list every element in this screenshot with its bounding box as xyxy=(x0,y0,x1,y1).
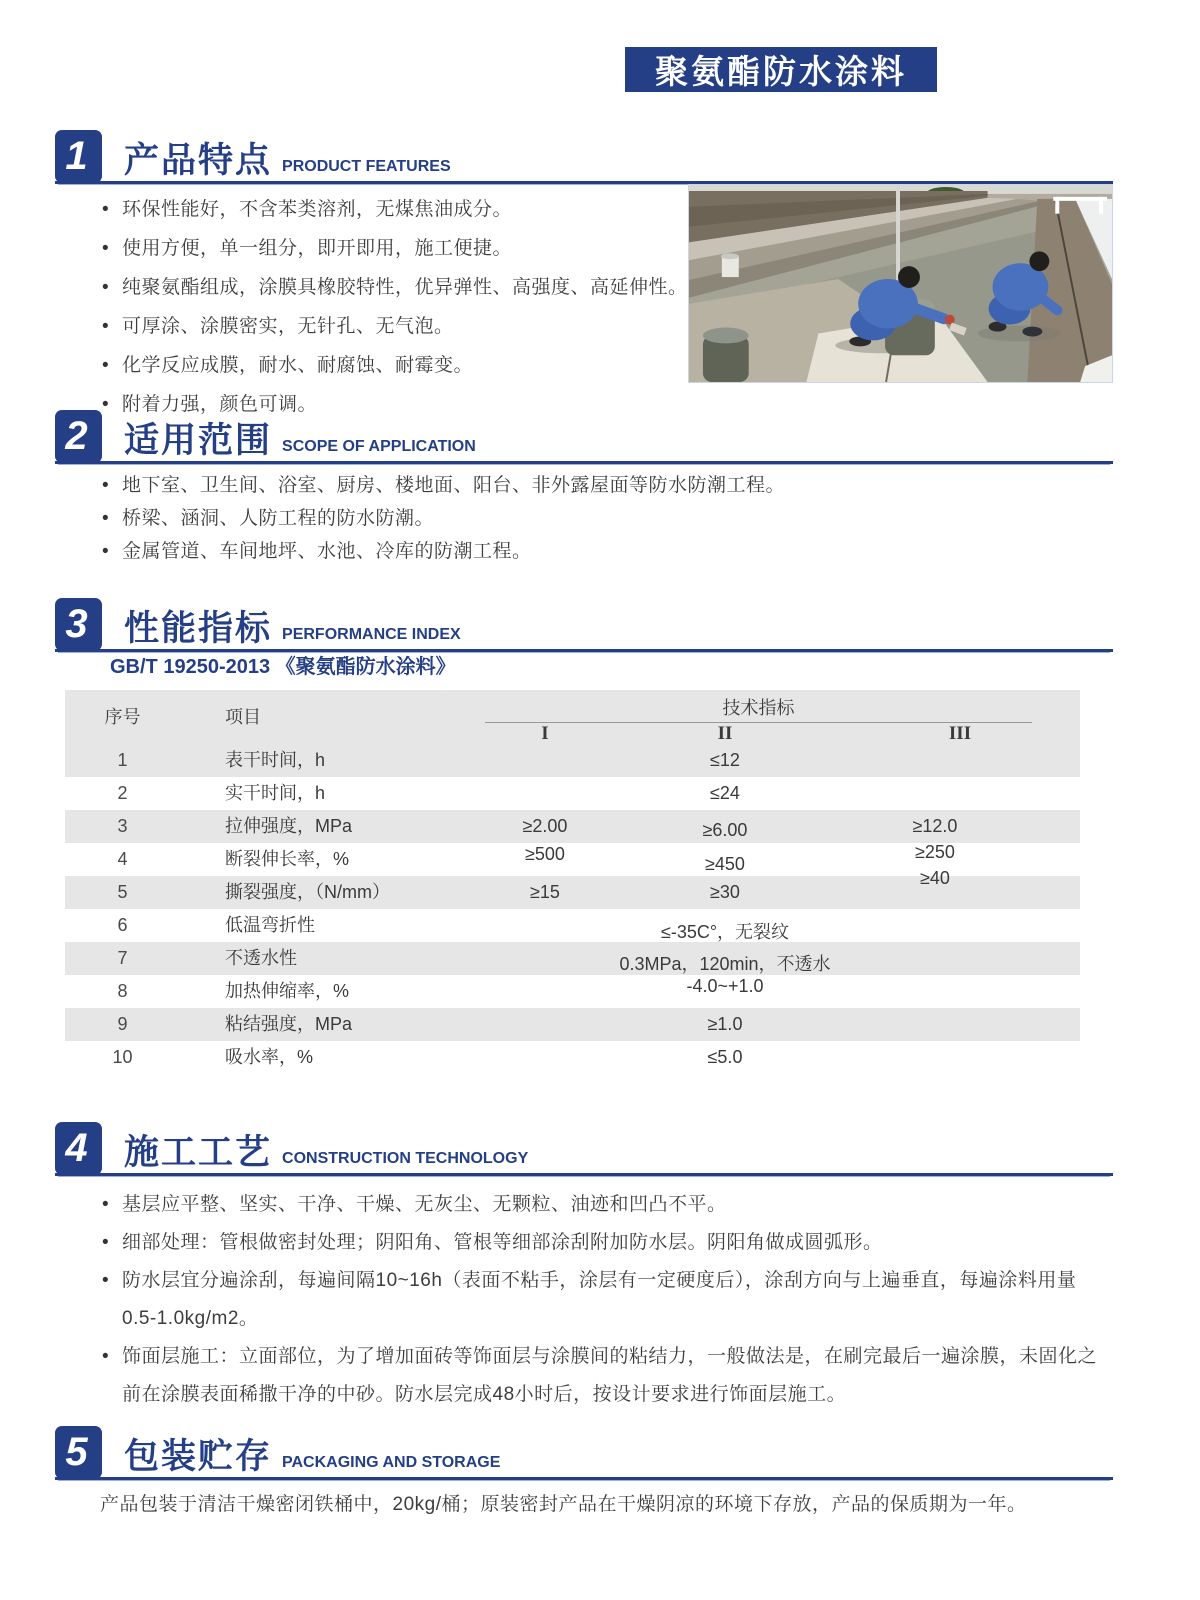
section-title-cn: 性能指标 xyxy=(124,609,273,648)
section-title-cn: 施工工艺 xyxy=(124,1133,273,1172)
section-title-cn: 适用范围 xyxy=(124,421,273,460)
bullet-item: • 附着力强，颜色可调。 xyxy=(100,385,690,424)
section-header-scope-of-application xyxy=(55,408,1113,464)
table-row: 3 拉伸强度，MPa ≥2.00 ≥6.00 ≥12.0 xyxy=(65,810,1080,843)
section-title-en: CONSTRUCTION TECHNOLOGY xyxy=(282,1150,529,1167)
product-title-banner xyxy=(625,47,937,92)
section-title-cn: 包装贮存 xyxy=(124,1437,273,1476)
table-row: 5 撕裂强度，（N/mm） ≥15 ≥30 ≥40 xyxy=(65,876,1080,909)
grade-header-1: I xyxy=(541,723,549,744)
table-row: 10 吸水率，% ≤5.0 xyxy=(112,1047,743,1067)
bullet-item: • 环保性能好，不含苯类溶剂，无煤焦油成分。 xyxy=(100,190,690,229)
col-header-tech-index: 技术指标 xyxy=(722,698,795,718)
section-header-packaging-storage xyxy=(55,1424,1113,1480)
bullet-item: • 金属管道、车间地坪、水池、冷库的防潮工程。 xyxy=(100,535,1110,568)
col-header-item: 项目 xyxy=(225,707,261,727)
product-photo xyxy=(688,184,1113,383)
section-title-en: SCOPE OF APPLICATION xyxy=(282,438,476,455)
grade-subheaders xyxy=(480,722,1080,744)
bullet-item: • 使用方便，单一组分，即开即用，施工便捷。 xyxy=(100,229,690,268)
section-header-construction-technology xyxy=(55,1120,1113,1176)
section-number-badge: 5 xyxy=(55,1426,102,1479)
table-row: 2 实干时间，h ≤24 xyxy=(117,783,740,803)
bullet-item: • 防水层宜分遍涂刮，每遍间隔10~16h（表面不粘手，涂层有一定硬度后），涂刮方向与上遍垂直，每遍涂料用量0.5-1.0kg/m2。 xyxy=(100,1262,1100,1338)
section-number-badge: 2 xyxy=(55,410,102,463)
section-number-badge: 4 xyxy=(55,1122,102,1175)
section-title-en: PACKAGING AND STORAGE xyxy=(282,1454,501,1471)
photo-illustration xyxy=(689,185,1112,382)
construction-steps-list xyxy=(100,1186,1100,1414)
table-row: 7 不透水性 0.3MPa，120min，不透水 xyxy=(65,942,1080,975)
table-row: 6 低温弯折性 ≤-35C°，无裂纹 xyxy=(117,915,790,942)
standard-reference: GB/T 19250-2013 《聚氨酯防水涂料》 xyxy=(110,656,456,678)
table-row: 9 粘结强度，MPa ≥1.0 xyxy=(65,1008,1080,1041)
section-header-performance-index xyxy=(55,596,1113,652)
bullet-item: • 桥梁、涵洞、人防工程的防水防潮。 xyxy=(100,502,1110,535)
table-row: 1 表干时间，h ≤12 xyxy=(65,744,1080,777)
product-features-list xyxy=(100,190,690,424)
bullet-item: • 可厚涂、涂膜密实，无针孔、无气泡。 xyxy=(100,307,690,346)
section-title-en: PRODUCT FEATURES xyxy=(282,158,451,175)
grade-header-3: III xyxy=(948,723,972,744)
table-row: 8 加热伸缩率，% -4.0~+1.0 xyxy=(117,976,764,1001)
product-title: 聚氨酯防水涂料 xyxy=(655,53,907,90)
grade-header-2: II xyxy=(717,723,733,744)
section-title-cn: 产品特点 xyxy=(124,141,273,180)
bullet-item: • 细部处理：管根做密封处理；阴阳角、管根等细部涂刮附加防水层。阴阳角做成圆弧形。 xyxy=(100,1224,1100,1262)
bullet-item: • 纯聚氨酯组成，涂膜具橡胶特性，优异弹性、高强度、高延伸性。 xyxy=(100,268,690,307)
bullet-item: • 基层应平整、坚实、干净、干燥、无灰尘、无颗粒、油迹和凹凸不平。 xyxy=(100,1186,1100,1224)
bullet-item: • 地下室、卫生间、浴室、厨房、楼地面、阳台、非外露屋面等防水防潮工程。 xyxy=(100,469,1110,502)
col-header-no: 序号 xyxy=(104,707,141,727)
section-title-en: PERFORMANCE INDEX xyxy=(282,626,461,643)
section-number-badge: 1 xyxy=(55,130,102,183)
application-scope-list xyxy=(100,469,1110,568)
packaging-storage-text: 产品包装于清洁干燥密闭铁桶中，20kg/桶；原装密封产品在干燥阴凉的环境下存放，产品的保质期为一年。 xyxy=(100,1494,1027,1515)
bullet-item: • 化学反应成膜，耐水、耐腐蚀、耐霉变。 xyxy=(100,346,690,385)
table-row: 4 断裂伸长率，% ≥500 ≥450 ≥250 xyxy=(117,842,955,874)
bullet-item: • 饰面层施工：立面部位，为了增加面砖等饰面层与涂膜间的粘结力，一般做法是，在刷完最后一遍涂膜，未固化之前在涂膜表面稀撒干净的中砂。防水层完成48小时后，按设计要求进行饰面层施工。 xyxy=(100,1338,1100,1414)
performance-spec-table xyxy=(65,690,1080,1074)
spec-table-header xyxy=(65,690,1080,744)
section-number-badge: 3 xyxy=(55,598,102,651)
section-header-product-features xyxy=(55,128,1113,184)
